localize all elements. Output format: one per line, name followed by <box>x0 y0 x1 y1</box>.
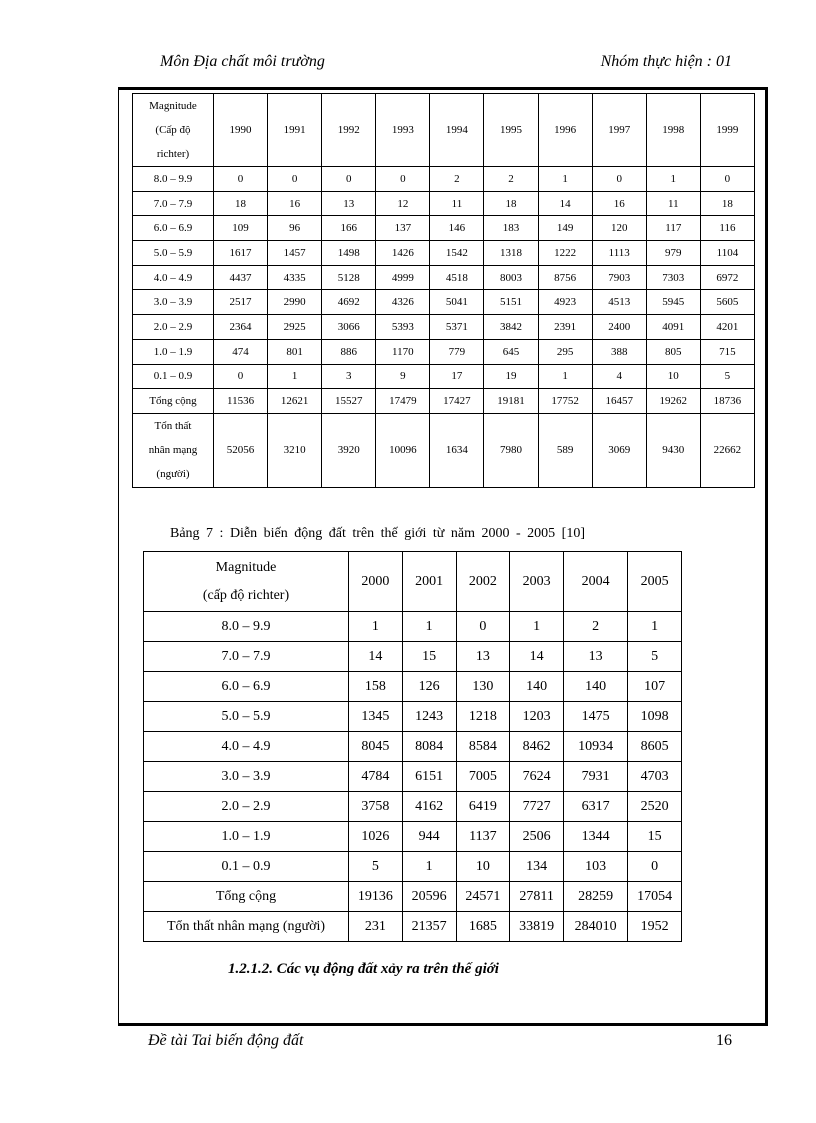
count-cell: 11 <box>646 191 700 216</box>
count-cell: 1218 <box>456 702 510 732</box>
year-header: 1994 <box>430 94 484 167</box>
total-row <box>133 389 755 414</box>
deaths-cell: 52056 <box>214 413 268 487</box>
count-cell: 1 <box>510 612 564 642</box>
count-cell: 4999 <box>376 265 430 290</box>
header-row <box>144 552 682 612</box>
count-cell: 19 <box>484 364 538 389</box>
count-cell: 109 <box>214 216 268 241</box>
count-cell: 4335 <box>268 265 322 290</box>
year-header: 1991 <box>268 94 322 167</box>
table-row <box>133 339 755 364</box>
earthquake-table-2000-2005 <box>143 551 682 942</box>
count-cell: 1318 <box>484 241 538 266</box>
count-cell: 10 <box>646 364 700 389</box>
count-cell: 2364 <box>214 315 268 340</box>
count-cell: 16 <box>592 191 646 216</box>
table-row <box>133 241 755 266</box>
count-cell: 645 <box>484 339 538 364</box>
count-cell: 140 <box>564 672 628 702</box>
count-cell: 1457 <box>268 241 322 266</box>
count-cell: 1243 <box>402 702 456 732</box>
section-heading: 1.2.1.2. Các vụ động đất xảy ra trên thế giới <box>228 961 499 977</box>
count-cell: 18 <box>700 191 754 216</box>
deaths-cell: 284010 <box>564 912 628 942</box>
count-cell: 6317 <box>564 792 628 822</box>
deaths-cell: 231 <box>349 912 403 942</box>
count-cell: 805 <box>646 339 700 364</box>
count-cell: 5393 <box>376 315 430 340</box>
count-cell: 0 <box>456 612 510 642</box>
count-cell: 0 <box>268 167 322 192</box>
magnitude-header-line: (Cấp độ <box>155 124 191 136</box>
count-cell: 120 <box>592 216 646 241</box>
count-cell: 1426 <box>376 241 430 266</box>
count-cell: 1113 <box>592 241 646 266</box>
deaths-cell: 21357 <box>402 912 456 942</box>
table-row <box>133 315 755 340</box>
count-cell: 8003 <box>484 265 538 290</box>
footer-title: Đề tài Tai biến động đất <box>148 1032 304 1049</box>
count-cell: 2391 <box>538 315 592 340</box>
magnitude-range: 1.0 – 1.9 <box>144 822 349 852</box>
year-header: 2000 <box>349 552 403 612</box>
count-cell: 9 <box>376 364 430 389</box>
count-cell: 3 <box>322 364 376 389</box>
count-cell: 116 <box>700 216 754 241</box>
count-cell: 4437 <box>214 265 268 290</box>
count-cell: 801 <box>268 339 322 364</box>
count-cell: 5041 <box>430 290 484 315</box>
count-cell: 0 <box>376 167 430 192</box>
deaths-cell: 3210 <box>268 413 322 487</box>
count-cell: 979 <box>646 241 700 266</box>
table-row <box>144 702 682 732</box>
count-cell: 4692 <box>322 290 376 315</box>
count-cell: 17 <box>430 364 484 389</box>
year-header: 2001 <box>402 552 456 612</box>
count-cell: 4784 <box>349 762 403 792</box>
magnitude-range: 0.1 – 0.9 <box>144 852 349 882</box>
count-cell: 4923 <box>538 290 592 315</box>
total-cell: 28259 <box>564 882 628 912</box>
deaths-label-line: nhân mạng <box>148 444 198 457</box>
count-cell: 166 <box>322 216 376 241</box>
year-header: 1999 <box>700 94 754 167</box>
table-row <box>144 822 682 852</box>
count-cell: 8084 <box>402 732 456 762</box>
count-cell: 1026 <box>349 822 403 852</box>
deaths-cell: 1952 <box>628 912 682 942</box>
count-cell: 7303 <box>646 265 700 290</box>
count-cell: 137 <box>376 216 430 241</box>
count-cell: 2 <box>484 167 538 192</box>
page-frame-left <box>118 87 119 1026</box>
magnitude-header-line: Magnitude <box>215 559 277 575</box>
count-cell: 11 <box>430 191 484 216</box>
count-cell: 18 <box>214 191 268 216</box>
count-cell: 5945 <box>646 290 700 315</box>
total-row <box>144 882 682 912</box>
magnitude-header-line: Magnitude <box>149 100 197 112</box>
count-cell: 1203 <box>510 702 564 732</box>
count-cell: 1 <box>538 167 592 192</box>
count-cell: 7931 <box>564 762 628 792</box>
year-header: 2005 <box>628 552 682 612</box>
deaths-cell: 33819 <box>510 912 564 942</box>
count-cell: 1 <box>268 364 322 389</box>
magnitude-header-line: richter) <box>156 148 190 160</box>
count-cell: 5151 <box>484 290 538 315</box>
deaths-row <box>133 413 755 487</box>
total-cell: 12621 <box>268 389 322 414</box>
count-cell: 2520 <box>628 792 682 822</box>
deaths-label <box>133 413 214 487</box>
count-cell: 4091 <box>646 315 700 340</box>
magnitude-range: 2.0 – 2.9 <box>144 792 349 822</box>
count-cell: 158 <box>349 672 403 702</box>
count-cell: 1 <box>349 612 403 642</box>
count-cell: 4201 <box>700 315 754 340</box>
count-cell: 149 <box>538 216 592 241</box>
year-header: 1995 <box>484 94 538 167</box>
table-row <box>144 852 682 882</box>
count-cell: 130 <box>456 672 510 702</box>
count-cell: 13 <box>322 191 376 216</box>
table-row <box>144 732 682 762</box>
magnitude-range: 3.0 – 3.9 <box>133 290 214 315</box>
total-cell: 17479 <box>376 389 430 414</box>
magnitude-range: 4.0 – 4.9 <box>133 265 214 290</box>
deaths-cell: 10096 <box>376 413 430 487</box>
count-cell: 1344 <box>564 822 628 852</box>
total-cell: 16457 <box>592 389 646 414</box>
count-cell: 6972 <box>700 265 754 290</box>
count-cell: 10934 <box>564 732 628 762</box>
count-cell: 2990 <box>268 290 322 315</box>
count-cell: 0 <box>322 167 376 192</box>
year-header: 2004 <box>564 552 628 612</box>
count-cell: 5605 <box>700 290 754 315</box>
table-row <box>133 265 755 290</box>
magnitude-range: 7.0 – 7.9 <box>144 642 349 672</box>
count-cell: 7005 <box>456 762 510 792</box>
table-row <box>144 762 682 792</box>
count-cell: 15 <box>628 822 682 852</box>
magnitude-range: 5.0 – 5.9 <box>133 241 214 266</box>
count-cell: 886 <box>322 339 376 364</box>
count-cell: 1170 <box>376 339 430 364</box>
count-cell: 6151 <box>402 762 456 792</box>
count-cell: 6419 <box>456 792 510 822</box>
count-cell: 103 <box>564 852 628 882</box>
total-cell: 27811 <box>510 882 564 912</box>
count-cell: 15 <box>402 642 456 672</box>
page-frame-bottom <box>118 1023 768 1026</box>
count-cell: 5 <box>349 852 403 882</box>
deaths-label-line: (người) <box>156 468 190 481</box>
count-cell: 117 <box>646 216 700 241</box>
count-cell: 1617 <box>214 241 268 266</box>
count-cell: 4162 <box>402 792 456 822</box>
count-cell: 2400 <box>592 315 646 340</box>
count-cell: 183 <box>484 216 538 241</box>
magnitude-range: 1.0 – 1.9 <box>133 339 214 364</box>
count-cell: 4513 <box>592 290 646 315</box>
count-cell: 1 <box>402 612 456 642</box>
count-cell: 3066 <box>322 315 376 340</box>
count-cell: 0 <box>214 364 268 389</box>
table-row <box>133 364 755 389</box>
total-cell: 17427 <box>430 389 484 414</box>
magnitude-range: 3.0 – 3.9 <box>144 762 349 792</box>
count-cell: 2 <box>430 167 484 192</box>
count-cell: 7624 <box>510 762 564 792</box>
count-cell: 5 <box>628 642 682 672</box>
page-number: 16 <box>716 1032 732 1049</box>
count-cell: 0 <box>628 852 682 882</box>
count-cell: 4326 <box>376 290 430 315</box>
count-cell: 14 <box>349 642 403 672</box>
magnitude-range: 6.0 – 6.9 <box>133 216 214 241</box>
count-cell: 1 <box>538 364 592 389</box>
count-cell: 1 <box>628 612 682 642</box>
count-cell: 126 <box>402 672 456 702</box>
total-label: Tổng cộng <box>133 389 214 414</box>
year-header: 2003 <box>510 552 564 612</box>
deaths-label-line: Tổn thất <box>154 420 192 433</box>
count-cell: 5128 <box>322 265 376 290</box>
magnitude-header <box>133 94 214 167</box>
count-cell: 779 <box>430 339 484 364</box>
count-cell: 134 <box>510 852 564 882</box>
magnitude-range: 4.0 – 4.9 <box>144 732 349 762</box>
deaths-cell: 22662 <box>700 413 754 487</box>
table-row <box>144 642 682 672</box>
count-cell: 146 <box>430 216 484 241</box>
deaths-cell: 7980 <box>484 413 538 487</box>
count-cell: 2506 <box>510 822 564 852</box>
magnitude-range: 5.0 – 5.9 <box>144 702 349 732</box>
total-cell: 17752 <box>538 389 592 414</box>
count-cell: 3758 <box>349 792 403 822</box>
total-cell: 20596 <box>402 882 456 912</box>
count-cell: 5 <box>700 364 754 389</box>
magnitude-header-line: (cấp độ richter) <box>202 587 290 603</box>
count-cell: 14 <box>510 642 564 672</box>
year-header: 2002 <box>456 552 510 612</box>
count-cell: 5371 <box>430 315 484 340</box>
table-row <box>144 612 682 642</box>
count-cell: 16 <box>268 191 322 216</box>
count-cell: 1 <box>646 167 700 192</box>
count-cell: 4 <box>592 364 646 389</box>
count-cell: 0 <box>700 167 754 192</box>
count-cell: 295 <box>538 339 592 364</box>
magnitude-range: 7.0 – 7.9 <box>133 191 214 216</box>
count-cell: 8605 <box>628 732 682 762</box>
total-cell: 19136 <box>349 882 403 912</box>
count-cell: 2925 <box>268 315 322 340</box>
deaths-cell: 3069 <box>592 413 646 487</box>
year-header: 1996 <box>538 94 592 167</box>
deaths-cell: 589 <box>538 413 592 487</box>
deaths-cell: 1685 <box>456 912 510 942</box>
deaths-cell: 3920 <box>322 413 376 487</box>
count-cell: 3842 <box>484 315 538 340</box>
count-cell: 8462 <box>510 732 564 762</box>
count-cell: 107 <box>628 672 682 702</box>
magnitude-range: 0.1 – 0.9 <box>133 364 214 389</box>
total-cell: 17054 <box>628 882 682 912</box>
count-cell: 12 <box>376 191 430 216</box>
table-row <box>144 792 682 822</box>
count-cell: 944 <box>402 822 456 852</box>
count-cell: 18 <box>484 191 538 216</box>
total-cell: 19262 <box>646 389 700 414</box>
count-cell: 2 <box>564 612 628 642</box>
count-cell: 13 <box>456 642 510 672</box>
count-cell: 8045 <box>349 732 403 762</box>
table-row <box>144 672 682 702</box>
count-cell: 1345 <box>349 702 403 732</box>
count-cell: 4703 <box>628 762 682 792</box>
magnitude-range: 8.0 – 9.9 <box>144 612 349 642</box>
count-cell: 2517 <box>214 290 268 315</box>
count-cell: 1475 <box>564 702 628 732</box>
magnitude-range: 6.0 – 6.9 <box>144 672 349 702</box>
total-label: Tổng cộng <box>144 882 349 912</box>
magnitude-range: 8.0 – 9.9 <box>133 167 214 192</box>
table-row <box>133 290 755 315</box>
count-cell: 1 <box>402 852 456 882</box>
count-cell: 8756 <box>538 265 592 290</box>
total-cell: 18736 <box>700 389 754 414</box>
count-cell: 1104 <box>700 241 754 266</box>
count-cell: 0 <box>592 167 646 192</box>
year-header: 1990 <box>214 94 268 167</box>
year-header: 1992 <box>322 94 376 167</box>
year-header: 1997 <box>592 94 646 167</box>
count-cell: 96 <box>268 216 322 241</box>
header-subject: Môn Địa chất môi trường <box>160 53 325 70</box>
deaths-cell: 1634 <box>430 413 484 487</box>
table-row <box>133 216 755 241</box>
magnitude-range: 2.0 – 2.9 <box>133 315 214 340</box>
page-frame-top <box>118 87 768 90</box>
count-cell: 7727 <box>510 792 564 822</box>
count-cell: 140 <box>510 672 564 702</box>
deaths-label: Tổn thất nhân mạng (người) <box>144 912 349 942</box>
total-cell: 15527 <box>322 389 376 414</box>
count-cell: 8584 <box>456 732 510 762</box>
year-header: 1998 <box>646 94 700 167</box>
table-caption: Bảng 7 : Diễn biến động đất trên thế giới từ năm 2000 - 2005 [10] <box>170 526 585 541</box>
total-cell: 11536 <box>214 389 268 414</box>
count-cell: 1098 <box>628 702 682 732</box>
count-cell: 1222 <box>538 241 592 266</box>
header-group: Nhóm thực hiện : 01 <box>600 53 732 70</box>
earthquake-table-1990-1999 <box>132 93 755 488</box>
count-cell: 10 <box>456 852 510 882</box>
count-cell: 7903 <box>592 265 646 290</box>
count-cell: 13 <box>564 642 628 672</box>
header-row <box>133 94 755 167</box>
count-cell: 388 <box>592 339 646 364</box>
table-row <box>133 191 755 216</box>
table-row <box>133 167 755 192</box>
total-cell: 24571 <box>456 882 510 912</box>
count-cell: 474 <box>214 339 268 364</box>
count-cell: 715 <box>700 339 754 364</box>
count-cell: 1542 <box>430 241 484 266</box>
count-cell: 1498 <box>322 241 376 266</box>
count-cell: 1137 <box>456 822 510 852</box>
total-cell: 19181 <box>484 389 538 414</box>
year-header: 1993 <box>376 94 430 167</box>
count-cell: 4518 <box>430 265 484 290</box>
count-cell: 14 <box>538 191 592 216</box>
deaths-row <box>144 912 682 942</box>
count-cell: 0 <box>214 167 268 192</box>
deaths-cell: 9430 <box>646 413 700 487</box>
magnitude-header <box>144 552 349 612</box>
page-frame-right <box>765 87 768 1026</box>
